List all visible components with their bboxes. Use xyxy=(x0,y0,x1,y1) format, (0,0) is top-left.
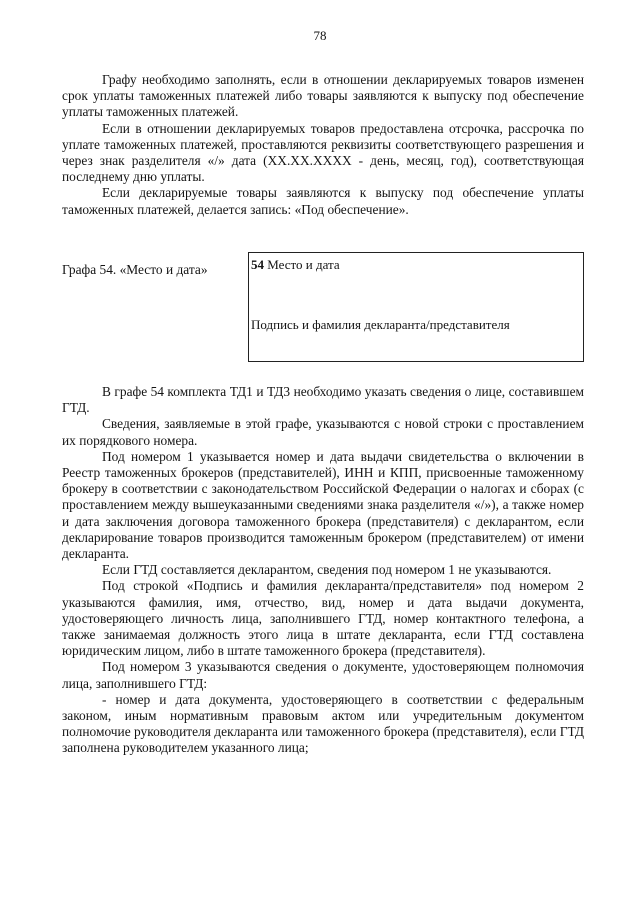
list-item: - номер и дата документа, удостоверяющего в соответствии с федеральным законом, иным нормативным правовым актом или учредительным документом полномочие руководителя декларанта или таможенного брокера (представителя), если ГТД заполнена руководителем указанного лица; xyxy=(62,691,584,756)
top-text-block xyxy=(62,72,584,218)
paragraph: Под номером 3 указываются сведения о документе, удостоверяющем полномочия лица, заполнившего ГТД: xyxy=(62,659,584,691)
paragraph: Если ГТД составляется декларантом, сведения под номером 1 не указываются. xyxy=(102,562,552,578)
paragraph: Графу необходимо заполнять, если в отношении декларируемых товаров изменен срок уплаты таможенных платежей либо товары заявляются к выпуску под обеспечение уплаты таможенных платежей. xyxy=(62,72,584,120)
paragraph: Если в отношении декларируемых товаров предоставлена отсрочка, рассрочка по уплате таможенных платежей, проставляются реквизиты соответствующего разрешения и через знак разделителя «/» дата (XX.XX.XXXX - день, месяц, год), соответствующая последнему дню уплаты. xyxy=(62,120,584,185)
main-text-block xyxy=(62,384,584,757)
paragraph: Под строкой «Подпись и фамилия декларанта/представителя» под номером 2 указываются фамилия, имя, отчество, вид, номер и дата выдачи документа, удостоверяющего личность лица, заполнившего ГТД, номер контактного телефона, а также занимаемая должность этого лица в штате декларанта, если ГТД составлена юридическим лицом, либо в штате таможенного брокера (представителя). xyxy=(62,578,584,659)
form-field-box xyxy=(248,252,584,362)
paragraph: Если декларируемые товары заявляются к выпуску под обеспечение уплаты таможенных платежей, делается запись: «Под обеспечение». xyxy=(62,185,584,217)
paragraph: Под номером 1 указывается номер и дата выдачи свидетельства о включении в Реестр таможенных брокеров (представителей), ИНН и КПП, присвоенные таможенному брокеру в соответствии с законодательством Российской Федерации о налогах и сборах (с проставлением между вышеуказанными сведениями знака разделителя «/»), а также номер и дата заключения договора таможенного брокера (представителя) с декларантом, если декларирование товаров производится таможенным брокером (представителем) от имени декларанта. xyxy=(62,448,584,562)
box-title-text: Место и дата xyxy=(264,257,340,272)
box-title xyxy=(251,257,340,273)
paragraph: В графе 54 комплекта ТД1 и ТД3 необходимо указать сведения о лице, составившем ГТД. xyxy=(62,384,584,416)
graph-label: Графа 54. «Место и дата» xyxy=(62,262,208,277)
paragraph: Сведения, заявляемые в этой графе, указываются с новой строки с проставлением их порядкового номера. xyxy=(62,416,584,448)
box-subtitle: Подпись и фамилия декларанта/представителя xyxy=(251,317,510,332)
box-number: 54 xyxy=(251,257,264,272)
page-number: 78 xyxy=(313,28,327,43)
